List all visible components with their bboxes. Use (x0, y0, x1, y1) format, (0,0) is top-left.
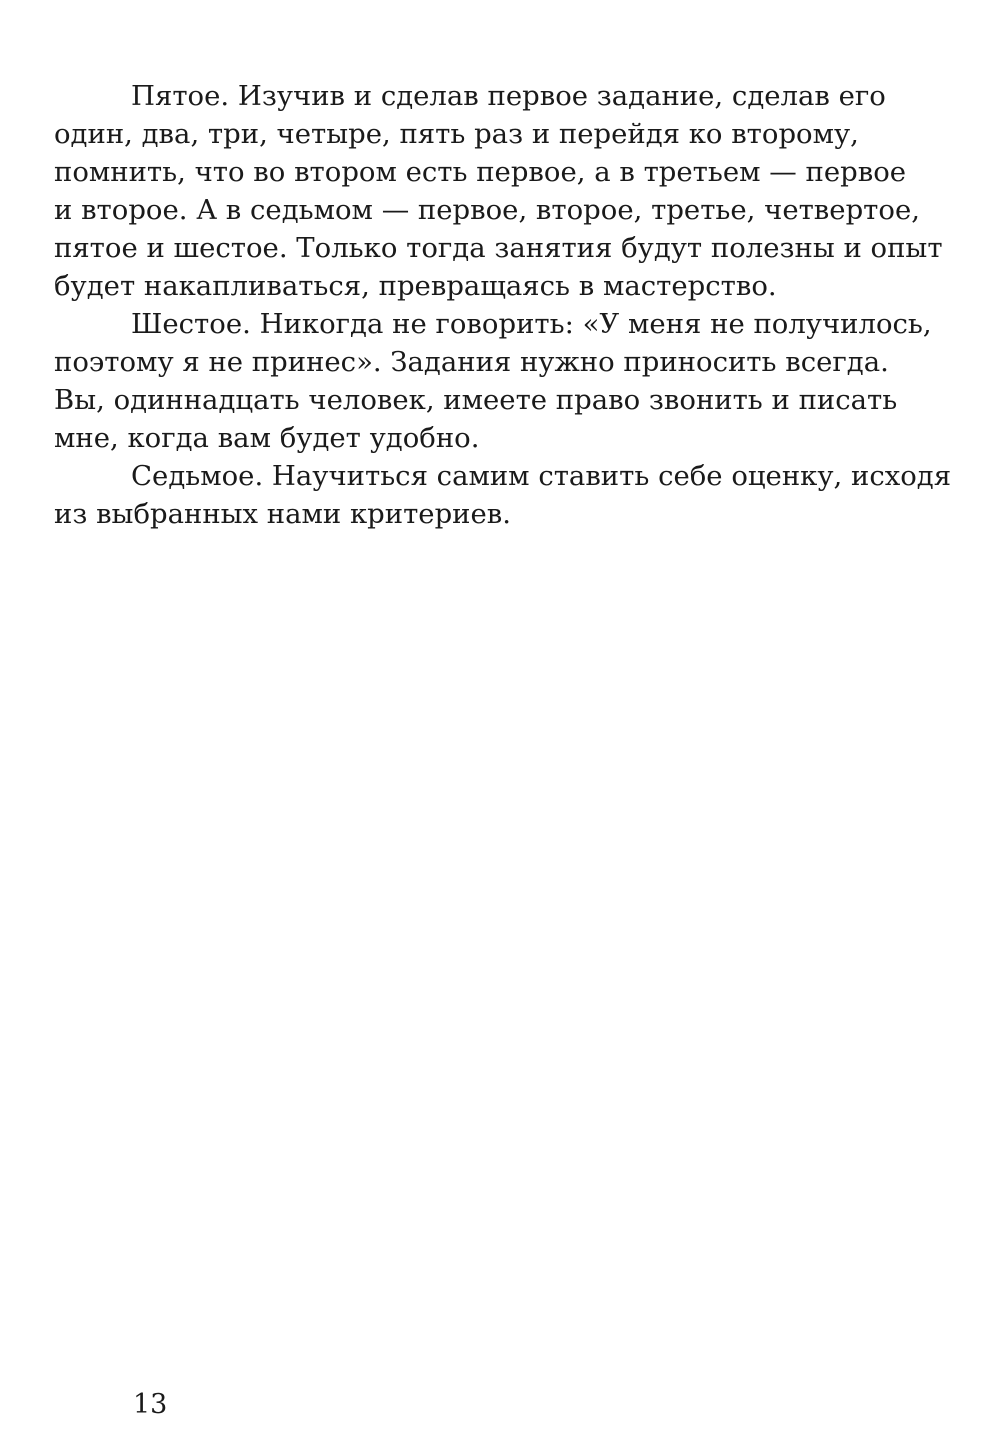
paragraph-seventh (54, 457, 952, 533)
text-line: поэтому я не принес». Задания нужно приносить всегда. (54, 346, 889, 378)
paragraph-fifth (54, 77, 943, 305)
paragraph-sixth (54, 305, 934, 457)
text-line: пятое и шестое. Только тогда занятия будут полезны и опыт (54, 232, 943, 264)
body-text (54, 77, 952, 533)
text-line: мне, когда вам будет удобно. (54, 422, 480, 454)
page-number: 13 (133, 1389, 168, 1420)
text-line: будет накапливаться, превращаясь в мастерство. (54, 270, 777, 302)
text-line: Вы, одиннадцать человек, имеете право звонить и писать (54, 384, 898, 416)
text-line: Пятое. Изучив и сделав первое задание, сделав его (131, 80, 886, 112)
text-line: помнить, что во втором есть первое, а в третьем — первое (54, 156, 907, 188)
text-line: и второе. А в седьмом — первое, второе, третье, четвертое, (54, 194, 920, 226)
text-line: Шестое. Никогда не говорить: «У меня не получилось, (131, 308, 932, 340)
text-line: Седьмое. Научиться самим ставить себе оценку, исходя (131, 460, 952, 492)
text-line: один, два, три, четыре, пять раз и перейдя ко второму, (54, 118, 859, 150)
text-line: из выбранных нами критериев. (54, 498, 512, 530)
